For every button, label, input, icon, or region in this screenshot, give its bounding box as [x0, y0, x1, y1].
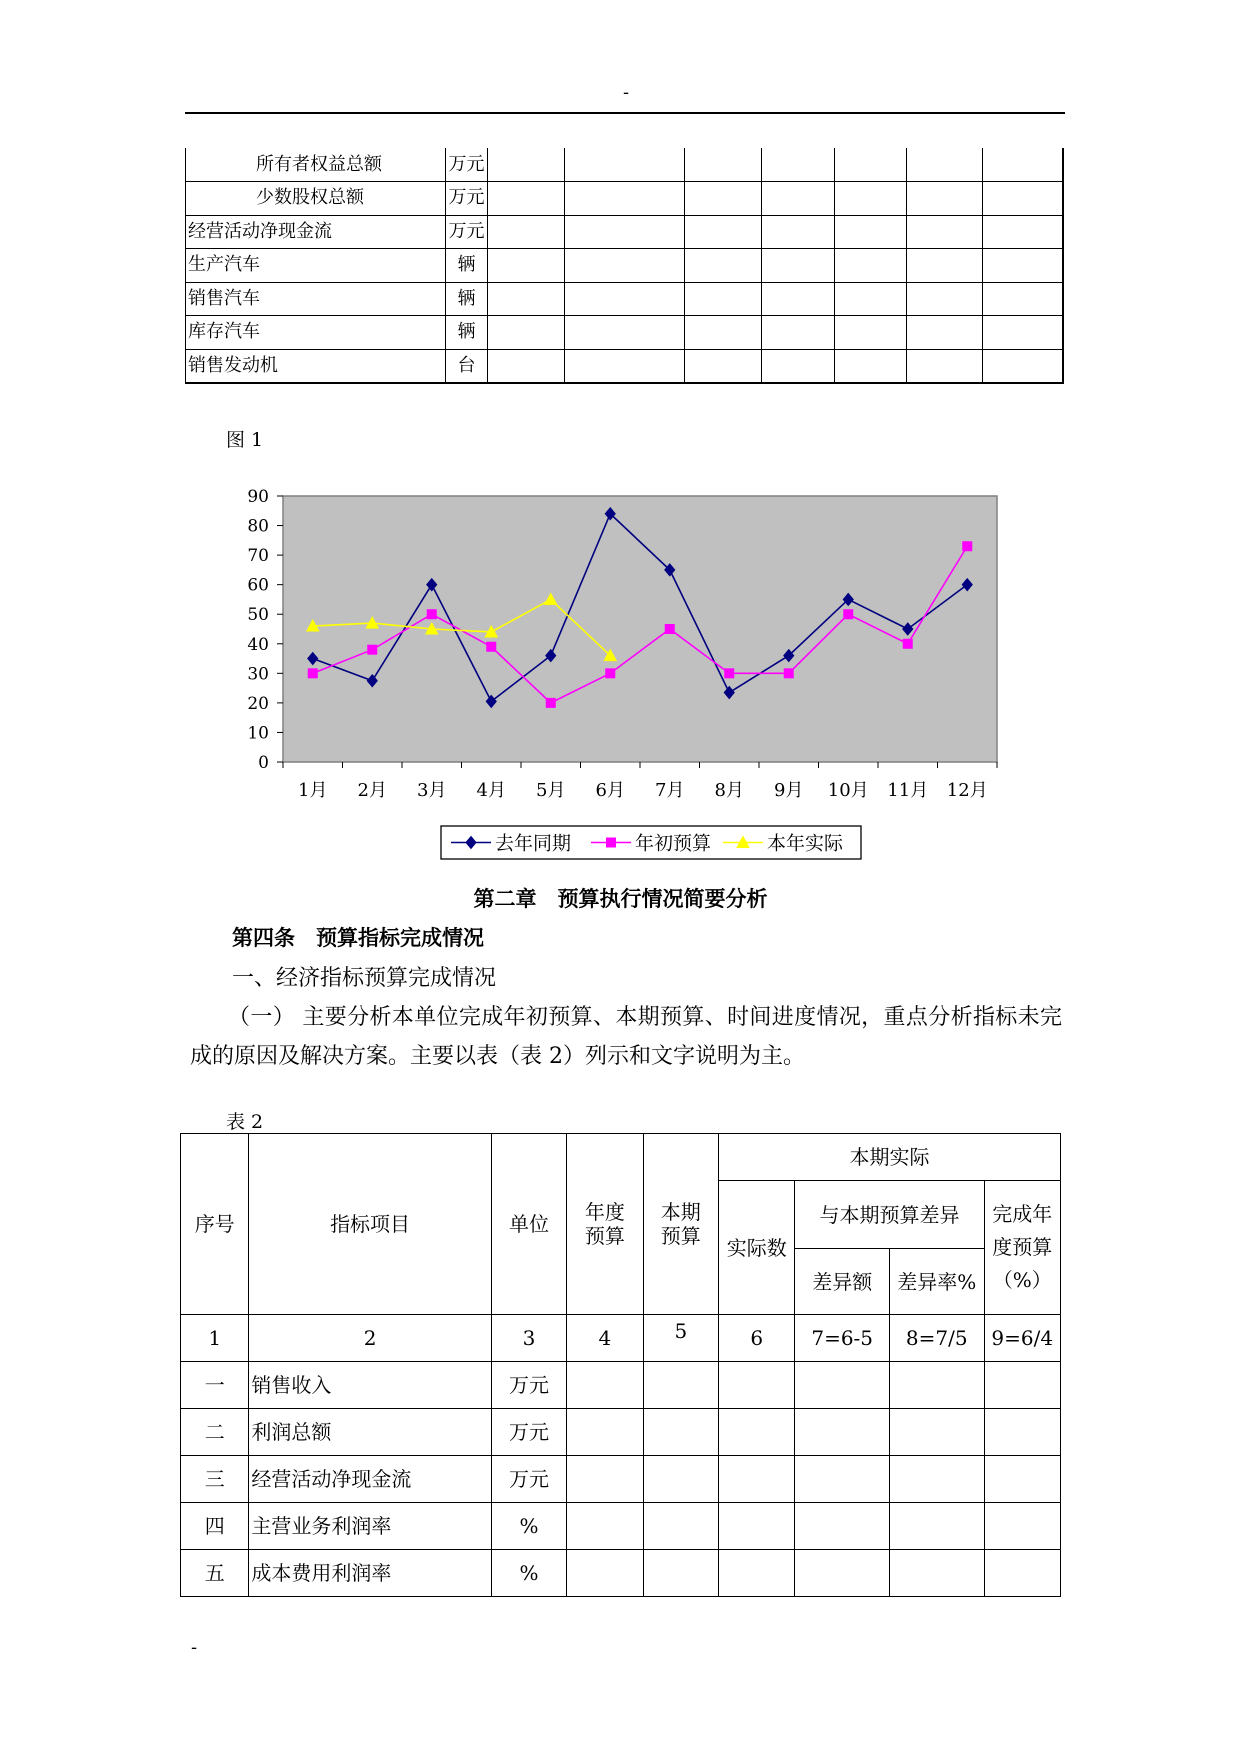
empty-cell [719, 1550, 795, 1597]
empty-cell [983, 316, 1063, 350]
empty-cell [565, 182, 685, 216]
empty-cell [719, 1409, 795, 1456]
header-actual-group: 本期实际 [719, 1134, 1061, 1181]
empty-cell [983, 349, 1063, 383]
empty-cell [565, 282, 685, 316]
empty-cell [835, 249, 907, 283]
table-row [186, 349, 1063, 383]
series-1-point [903, 639, 913, 649]
budget-completion-table [180, 1133, 1061, 1597]
row-item: 经营活动净现金流 [249, 1456, 491, 1503]
empty-cell [488, 316, 565, 350]
empty-cell [983, 215, 1063, 249]
empty-cell [685, 249, 762, 283]
table-row [186, 215, 1063, 249]
x-tick-label: 9月 [774, 780, 804, 801]
x-tick-label: 10月 [827, 780, 869, 801]
x-tick-label: 6月 [595, 780, 625, 801]
empty-cell [643, 1503, 718, 1550]
empty-cell [719, 1503, 795, 1550]
table-row [186, 182, 1063, 216]
empty-cell [835, 215, 907, 249]
table-row [181, 1503, 1061, 1550]
empty-cell [907, 215, 983, 249]
series-1-point [427, 609, 437, 619]
row-seq: 二 [181, 1409, 249, 1456]
column-number: 1 [181, 1315, 249, 1362]
empty-cell [565, 316, 685, 350]
series-1-point [605, 668, 615, 678]
row-seq: 五 [181, 1550, 249, 1597]
row-unit: 辆 [446, 316, 488, 350]
legend-label: 本年实际 [767, 832, 844, 855]
section-heading: 一、经济指标预算完成情况 [232, 966, 497, 991]
empty-cell [795, 1456, 890, 1503]
empty-cell [907, 182, 983, 216]
legend-label: 年初预算 [635, 832, 712, 855]
empty-cell [565, 148, 685, 182]
row-unit: 万元 [446, 215, 488, 249]
empty-cell [762, 316, 835, 350]
figure-label: 图 1 [226, 429, 264, 451]
empty-cell [567, 1456, 643, 1503]
empty-cell [984, 1409, 1061, 1456]
empty-cell [488, 148, 565, 182]
header-annual-budget-text: 年度预算 [584, 1200, 625, 1248]
empty-cell [488, 282, 565, 316]
series-1-point [367, 645, 377, 655]
empty-cell [835, 282, 907, 316]
empty-cell [889, 1503, 984, 1550]
empty-cell [719, 1362, 795, 1409]
empty-cell [567, 1550, 643, 1597]
row-item: 成本费用利润率 [249, 1550, 491, 1597]
empty-cell [907, 316, 983, 350]
y-tick-label: 60 [247, 575, 269, 596]
y-tick-label: 90 [247, 487, 269, 507]
header-unit: 单位 [491, 1134, 566, 1315]
empty-cell [643, 1456, 718, 1503]
empty-cell [889, 1550, 984, 1597]
x-tick-label: 1月 [298, 780, 328, 801]
row-unit: 万元 [491, 1409, 566, 1456]
table-row [181, 1550, 1061, 1597]
empty-cell [835, 349, 907, 383]
row-unit: 万元 [491, 1456, 566, 1503]
x-tick-label: 4月 [476, 780, 506, 801]
column-number: 5 [643, 1315, 718, 1362]
x-tick-label: 8月 [714, 780, 744, 801]
header-completion [984, 1181, 1061, 1315]
empty-cell [983, 249, 1063, 283]
y-tick-label: 50 [247, 605, 269, 626]
series-1-point [486, 642, 496, 652]
row-name: 生产汽车 [186, 249, 446, 283]
empty-cell [685, 349, 762, 383]
row-unit: 万元 [491, 1362, 566, 1409]
row-unit: % [491, 1503, 566, 1550]
row-seq: 一 [181, 1362, 249, 1409]
empty-cell [983, 182, 1063, 216]
empty-cell [762, 215, 835, 249]
x-tick-label: 11月 [887, 780, 929, 801]
empty-cell [565, 249, 685, 283]
column-number: 8=7/5 [889, 1315, 984, 1362]
y-tick-label: 0 [258, 753, 269, 773]
row-seq: 三 [181, 1456, 249, 1503]
empty-cell [983, 282, 1063, 316]
legend-label: 去年同期 [495, 832, 572, 855]
row-name: 所有者权益总额 [186, 148, 446, 182]
empty-cell [907, 349, 983, 383]
y-tick-label: 40 [247, 634, 269, 655]
empty-cell [567, 1503, 643, 1550]
legend-point [606, 838, 616, 848]
empty-cell [488, 182, 565, 216]
header-diff-rate: 差异率% [889, 1249, 984, 1315]
header-rule [185, 112, 1065, 114]
column-number: 7=6-5 [795, 1315, 890, 1362]
empty-cell [565, 215, 685, 249]
header-period-budget-text: 本期预算 [660, 1200, 701, 1248]
row-name: 少数股权总额 [186, 182, 446, 216]
empty-cell [907, 282, 983, 316]
empty-cell [685, 215, 762, 249]
empty-cell [567, 1409, 643, 1456]
empty-cell [907, 249, 983, 283]
header-annual-budget [567, 1134, 643, 1315]
series-1-point [308, 668, 318, 678]
table-row [186, 249, 1063, 283]
empty-cell [889, 1409, 984, 1456]
empty-cell [643, 1409, 718, 1456]
y-tick-label: 80 [247, 516, 269, 537]
empty-cell [889, 1456, 984, 1503]
header-period-budget [643, 1134, 718, 1315]
row-unit: 万元 [446, 182, 488, 216]
header-completion-text: 完成年度预算（%） [992, 1202, 1053, 1292]
empty-cell [643, 1362, 718, 1409]
series-1-point [724, 668, 734, 678]
table-row [186, 148, 1063, 182]
empty-cell [685, 148, 762, 182]
empty-cell [835, 182, 907, 216]
empty-cell [889, 1362, 984, 1409]
header-actual: 实际数 [719, 1181, 795, 1315]
row-unit: 台 [446, 349, 488, 383]
indicator-table-continued [185, 148, 1064, 384]
row-unit: % [491, 1550, 566, 1597]
x-tick-label: 2月 [357, 780, 387, 801]
empty-cell [488, 215, 565, 249]
row-seq: 四 [181, 1503, 249, 1550]
header-diff-group: 与本期预算差异 [795, 1181, 984, 1249]
series-1-point [546, 698, 556, 708]
row-name: 销售汽车 [186, 282, 446, 316]
empty-cell [795, 1362, 890, 1409]
table-row [181, 1456, 1061, 1503]
row-name: 库存汽车 [186, 316, 446, 350]
x-tick-label: 7月 [655, 780, 685, 801]
chapter-heading: 第二章 预算执行情况简要分析 [473, 887, 768, 911]
column-number: 3 [491, 1315, 566, 1362]
series-1-point [784, 668, 794, 678]
empty-cell [795, 1503, 890, 1550]
header-diff-amount: 差异额 [795, 1249, 890, 1315]
empty-cell [565, 349, 685, 383]
table2-label: 表 2 [226, 1111, 264, 1133]
series-1-point [962, 541, 972, 551]
empty-cell [762, 249, 835, 283]
y-tick-label: 70 [247, 546, 269, 567]
x-tick-label: 5月 [536, 780, 566, 801]
empty-cell [907, 148, 983, 182]
empty-cell [984, 1550, 1061, 1597]
empty-cell [685, 282, 762, 316]
row-item: 主营业务利润率 [249, 1503, 491, 1550]
empty-cell [984, 1503, 1061, 1550]
series-1-point [843, 609, 853, 619]
row-name: 经营活动净现金流 [186, 215, 446, 249]
table-row [186, 316, 1063, 350]
empty-cell [719, 1456, 795, 1503]
empty-cell [835, 316, 907, 350]
row-item: 销售收入 [249, 1362, 491, 1409]
empty-cell [567, 1362, 643, 1409]
header-mark: - [623, 82, 630, 103]
paragraph: （一） 主要分析本单位完成年初预算、本期预算、时间进度情况，重点分析指标未完成的原因及解决方案。主要以表（表 2）列示和文字说明为主。 [190, 1005, 1062, 1069]
table-row [181, 1409, 1061, 1456]
column-number: 9=6/4 [984, 1315, 1061, 1362]
table-row [186, 282, 1063, 316]
empty-cell [795, 1409, 890, 1456]
empty-cell [984, 1456, 1061, 1503]
empty-cell [762, 182, 835, 216]
table-row [181, 1362, 1061, 1409]
footer-mark: - [191, 1637, 198, 1658]
y-tick-label: 30 [247, 664, 269, 685]
row-name: 销售发动机 [186, 349, 446, 383]
column-number: 4 [567, 1315, 643, 1362]
series-1-point [665, 624, 675, 634]
y-tick-label: 10 [247, 723, 269, 744]
empty-cell [983, 148, 1063, 182]
article-heading: 第四条 预算指标完成情况 [232, 926, 484, 950]
empty-cell [643, 1550, 718, 1597]
empty-cell [984, 1362, 1061, 1409]
empty-cell [685, 316, 762, 350]
row-item: 利润总额 [249, 1409, 491, 1456]
column-number: 6 [719, 1315, 795, 1362]
x-tick-label: 12月 [946, 780, 988, 801]
empty-cell [795, 1550, 890, 1597]
empty-cell [488, 249, 565, 283]
header-seq: 序号 [181, 1134, 249, 1315]
row-unit: 万元 [446, 148, 488, 182]
row-unit: 辆 [446, 249, 488, 283]
x-tick-label: 3月 [417, 780, 447, 801]
row-unit: 辆 [446, 282, 488, 316]
empty-cell [762, 349, 835, 383]
budget-line-chart [235, 480, 1035, 865]
empty-cell [835, 148, 907, 182]
empty-cell [762, 282, 835, 316]
empty-cell [685, 182, 762, 216]
column-number: 2 [249, 1315, 491, 1362]
empty-cell [762, 148, 835, 182]
empty-cell [488, 349, 565, 383]
y-tick-label: 20 [247, 693, 269, 714]
plot-area [283, 496, 997, 762]
header-item: 指标项目 [249, 1134, 491, 1315]
